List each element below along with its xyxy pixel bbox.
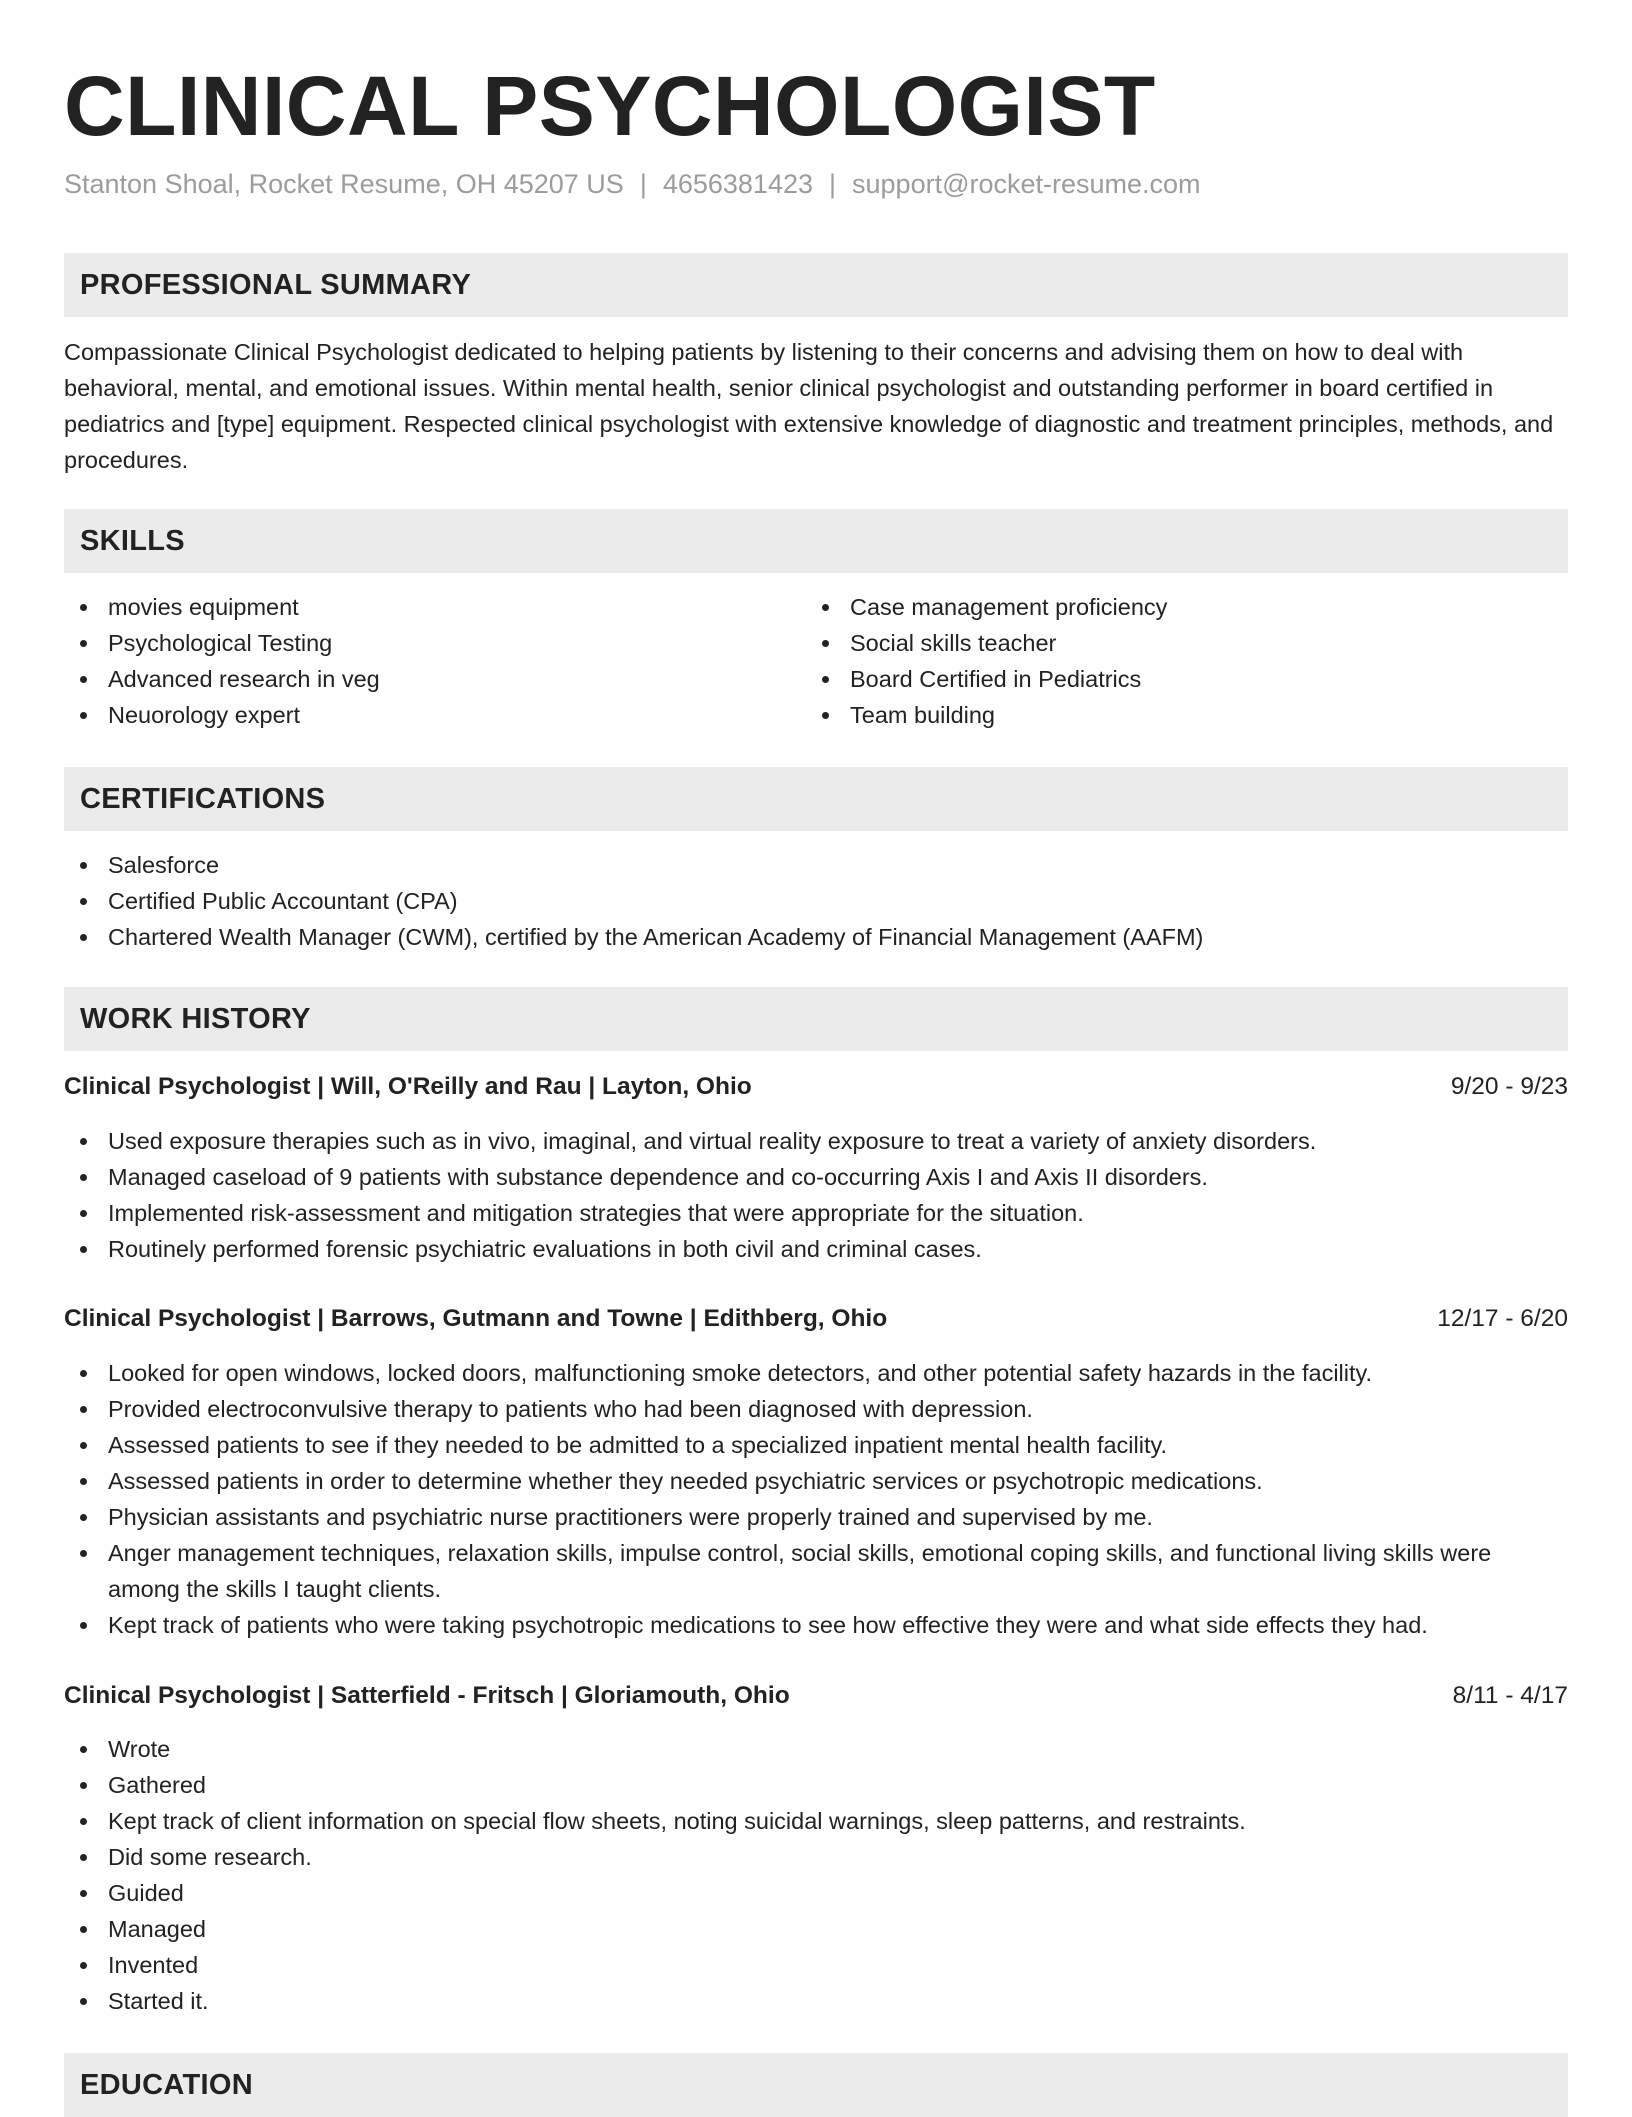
certifications-heading: CERTIFICATIONS (80, 783, 326, 815)
certifications-section-header (64, 767, 1568, 831)
contact-address: Stanton Shoal, Rocket Resume, OH 45207 US (64, 169, 624, 199)
certifications-list-wrapper (64, 847, 1568, 955)
job-bullet: Managed caseload of 9 patients with substance dependence and co-occurring Axis I and Axis II disorders. (64, 1159, 1568, 1195)
job-dates: 8/11 - 4/17 (1452, 1682, 1568, 1709)
job-bullets-wrapper (64, 1355, 1568, 1643)
work-section-header (64, 987, 1568, 1051)
job-bullet: Looked for open windows, locked doors, malfunctioning smoke detectors, and other potential safety hazards in the facility. (64, 1355, 1568, 1391)
job-bullet: Invented (64, 1947, 1568, 1983)
skill-item: Team building (806, 697, 1546, 733)
job-bullet: Guided (64, 1875, 1568, 1911)
job-bullet: Implemented risk-assessment and mitigation strategies that were appropriate for the situation. (64, 1195, 1568, 1231)
skills-column-left (64, 589, 804, 733)
job-bullet: Physician assistants and psychiatric nurse practitioners were properly trained and supervised by me. (64, 1499, 1568, 1535)
contact-separator: | (639, 169, 647, 199)
job-dates: 12/17 - 6/20 (1437, 1305, 1568, 1332)
skill-item: movies equipment (64, 589, 804, 625)
skill-item: Case management proficiency (806, 589, 1546, 625)
job-title: Clinical Psychologist | Will, O'Reilly and Rau | Layton, Ohio (64, 1073, 752, 1100)
certifications-list (64, 847, 1568, 955)
resume-title: CLINICAL PSYCHOLOGIST (64, 59, 1156, 153)
job-bullets-wrapper (64, 1731, 1568, 2019)
job-bullet: Provided electroconvulsive therapy to patients who had been diagnosed with depression. (64, 1391, 1568, 1427)
certification-item: Certified Public Accountant (CPA) (64, 883, 1568, 919)
skills-list-right (806, 589, 1546, 733)
education-section-header (64, 2053, 1568, 2117)
job-bullet: Started it. (64, 1983, 1568, 2019)
job-title: Clinical Psychologist | Satterfield - Fritsch | Gloriamouth, Ohio (64, 1682, 790, 1709)
summary-heading: PROFESSIONAL SUMMARY (80, 269, 472, 301)
certification-item: Salesforce (64, 847, 1568, 883)
skills-heading: SKILLS (80, 525, 185, 557)
skill-item: Psychological Testing (64, 625, 804, 661)
skill-item: Advanced research in veg (64, 661, 804, 697)
job-bullets (64, 1123, 1568, 1267)
job-dates: 9/20 - 9/23 (1450, 1073, 1568, 1100)
job-bullets (64, 1355, 1568, 1643)
contact-line (64, 166, 1201, 202)
job-bullets (64, 1731, 1568, 2019)
contact-separator: | (829, 169, 837, 199)
contact-email: support@rocket-resume.com (852, 169, 1201, 199)
job-bullet: Used exposure therapies such as in vivo, imaginal, and virtual reality exposure to treat a variety of anxiety disorders. (64, 1123, 1568, 1159)
job-bullets-wrapper (64, 1123, 1568, 1267)
job-bullet: Anger management techniques, relaxation skills, impulse control, social skills, emotional coping skills, and functional living skills were among the skills I taught clients. (64, 1535, 1568, 1607)
education-heading: EDUCATION (80, 2069, 253, 2101)
job-bullet: Assessed patients to see if they needed to be admitted to a specialized inpatient mental health facility. (64, 1427, 1568, 1463)
job-bullet: Gathered (64, 1767, 1568, 1803)
skill-item: Neuorology expert (64, 697, 804, 733)
job-title: Clinical Psychologist | Barrows, Gutmann and Towne | Edithberg, Ohio (64, 1305, 888, 1332)
job-bullet: Did some research. (64, 1839, 1568, 1875)
skill-item: Social skills teacher (806, 625, 1546, 661)
summary-section-header (64, 253, 1568, 317)
job-bullet: Managed (64, 1911, 1568, 1947)
skills-column-right (806, 589, 1546, 733)
job-bullet: Kept track of client information on special flow sheets, noting suicidal warnings, sleep patterns, and restraints. (64, 1803, 1568, 1839)
skills-section-header (64, 509, 1568, 573)
job-bullet: Routinely performed forensic psychiatric evaluations in both civil and criminal cases. (64, 1231, 1568, 1267)
skills-list-left (64, 589, 804, 733)
job-bullet: Assessed patients in order to determine whether they needed psychiatric services or psychotropic medications. (64, 1463, 1568, 1499)
work-heading: WORK HISTORY (80, 1003, 311, 1035)
summary-text: Compassionate Clinical Psychologist dedicated to helping patients by listening to their concerns and advising them on how to deal with behavioral, mental, and emotional issues. Within mental health, senior clinical psychologist and outstanding performer in board certified in pediatrics and [type] equipment. Respected clinical psychologist with extensive knowledge of diagnostic and treatment principles, methods, and procedures. (64, 339, 1554, 473)
skill-item: Board Certified in Pediatrics (806, 661, 1546, 697)
certification-item: Chartered Wealth Manager (CWM), certified by the American Academy of Financial Management (AAFM) (64, 919, 1568, 955)
job-bullet: Wrote (64, 1731, 1568, 1767)
contact-phone: 4656381423 (662, 169, 813, 199)
job-bullet: Kept track of patients who were taking psychotropic medications to see how effective they were and what side effects they had. (64, 1607, 1568, 1643)
